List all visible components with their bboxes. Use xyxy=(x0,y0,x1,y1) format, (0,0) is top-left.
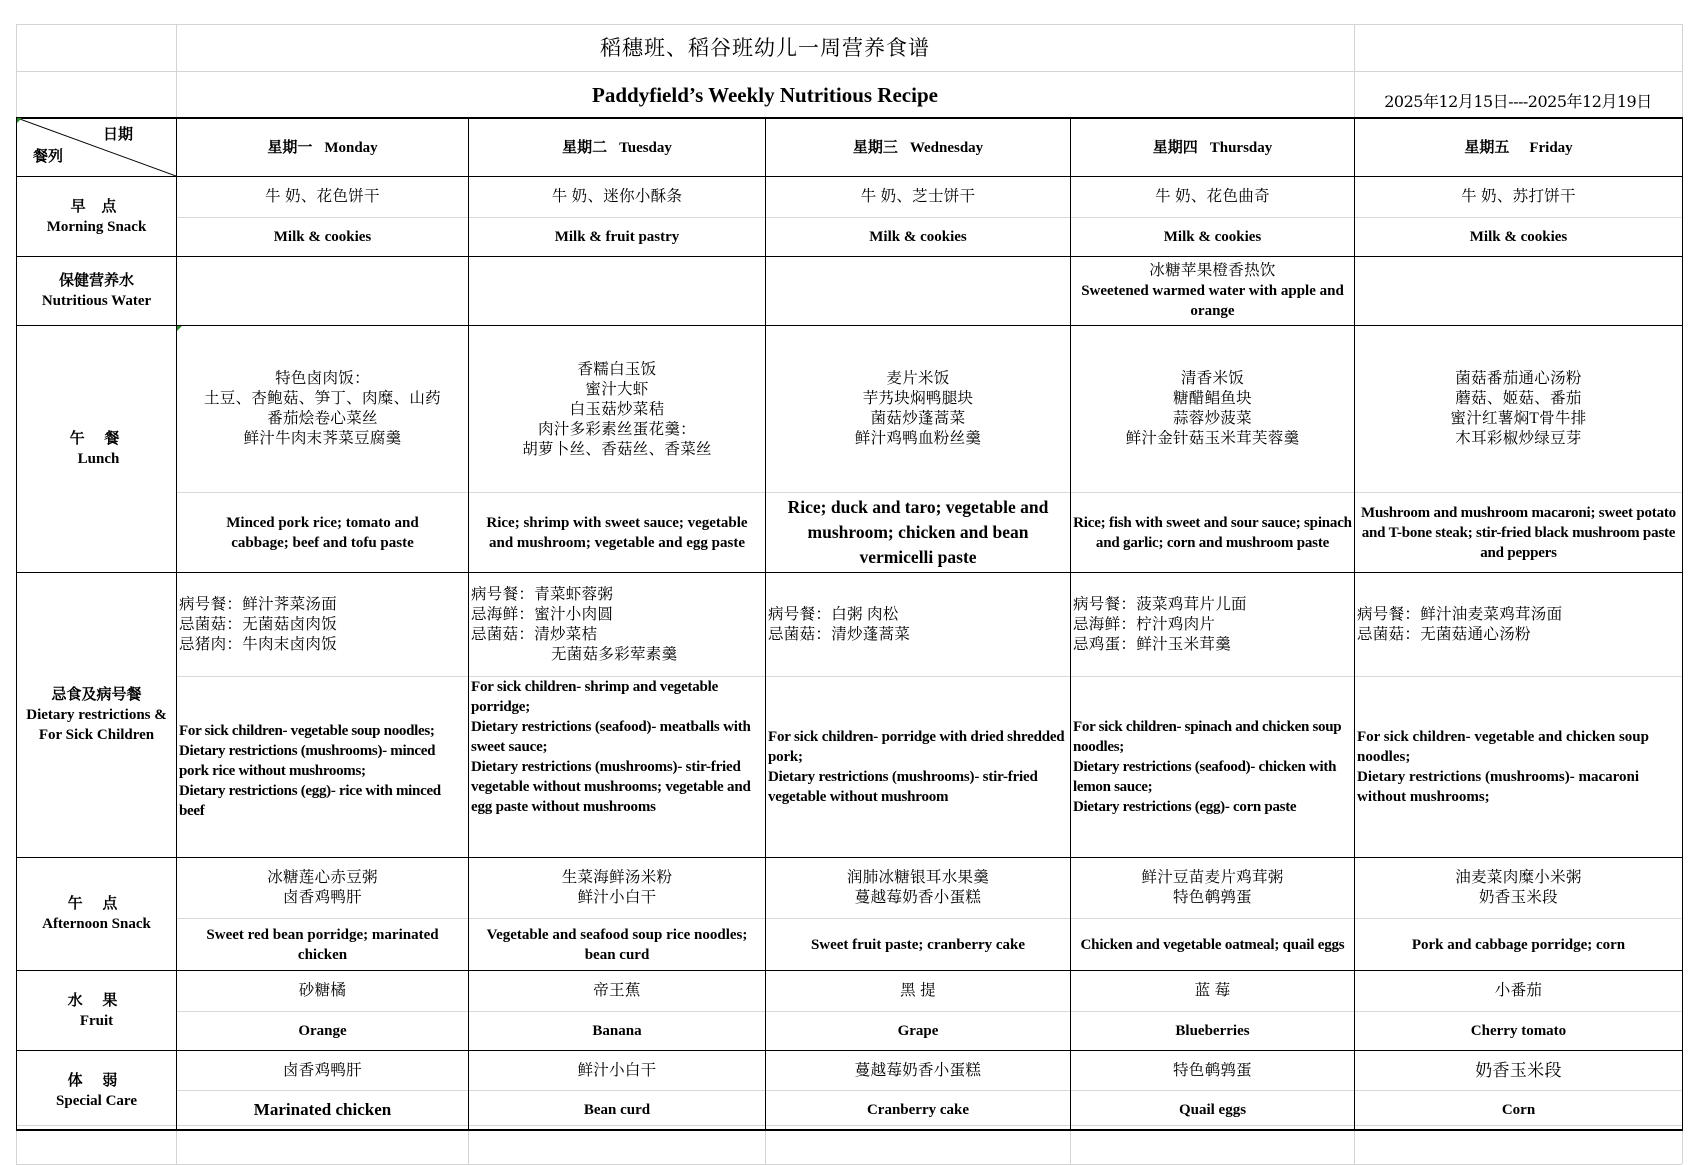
lunch-en-tue: Rice; shrimp with sweet sauce; vegetable and mushroom; vegetable and egg paste xyxy=(486,514,748,551)
day-cn: 星期二 xyxy=(562,139,608,156)
lunch-line: 蜜汁红薯焖T骨牛排 xyxy=(1450,410,1587,427)
day-header-monday xyxy=(177,119,468,176)
table-border xyxy=(16,1129,1683,1131)
lunch-line: 土豆、杏鲍菇、笋丁、肉糜、山药 xyxy=(203,390,441,407)
grid-line xyxy=(765,1130,766,1164)
row-label-cn: 保健营养水 xyxy=(58,273,134,289)
lunch-cn-mon xyxy=(177,326,468,492)
diet-en-wed xyxy=(766,677,1070,857)
table-border xyxy=(16,256,1683,257)
diet-line: 忌菌菇：无菌菇卤肉饭 xyxy=(179,615,338,633)
row-label-special-care xyxy=(17,1051,176,1130)
lunch-line: 菌菇番茄通心汤粉 xyxy=(1455,370,1582,387)
special-cn-wed: 蔓越莓奶香小蛋糕 xyxy=(854,1061,982,1079)
table-border xyxy=(1682,117,1683,1130)
lunch-line: 菌菇炒蓬蒿菜 xyxy=(870,410,966,427)
lunch-line: 鲜汁鸡鸭血粉丝羹 xyxy=(854,430,982,447)
afternoon-line: 润肺冰糖银耳水果羹 xyxy=(846,869,990,886)
day-cn: 星期一 xyxy=(267,139,313,156)
lunch-line: 糖醋鲳鱼块 xyxy=(1172,390,1252,407)
fruit-en-mon: Orange xyxy=(298,1023,347,1039)
grid-line xyxy=(1682,24,1683,117)
lunch-line: 蘑菇、姬菇、番茄 xyxy=(1455,390,1582,407)
afternoon-cn-wed xyxy=(766,858,1070,918)
row-label-cn: 早 点 xyxy=(70,198,123,215)
lunch-en-thu: Rice; fish with sweet and sour sauce; spinach and garlic; corn and mushroom paste xyxy=(1073,514,1352,551)
afternoon-en-wed: Sweet fruit paste; cranberry cake xyxy=(810,936,1026,953)
morning-en-wed: Milk & cookies xyxy=(869,229,967,245)
corner-meal-label: 餐列 xyxy=(32,149,63,165)
grid-line xyxy=(176,1130,177,1164)
row-label-fruit xyxy=(17,971,176,1050)
diet-line: Dietary restrictions (seafood)- meatballs with sweet sauce; xyxy=(471,719,751,755)
day-en: Tuesday xyxy=(619,139,672,156)
morning-cn-wed: 牛 奶、芝士饼干 xyxy=(860,188,976,205)
row-label-cn: 体 弱 xyxy=(67,1072,126,1089)
diet-line: 病号餐：青菜虾蓉粥 xyxy=(471,585,614,603)
day-en: Thursday xyxy=(1209,139,1273,156)
morning-en-tue: Milk & fruit pastry xyxy=(554,229,680,245)
row-label-morning-snack xyxy=(17,177,176,256)
diet-line: Dietary restrictions (mushrooms)- minced pork rice without mushrooms; xyxy=(179,743,436,779)
lunch-line: 麦片米饭 xyxy=(886,370,950,387)
day-cn: 星期三 xyxy=(852,139,898,156)
page-title-en: Paddyfield’s Weekly Nutritious Recipe xyxy=(592,83,938,107)
afternoon-line: 鲜汁小白干 xyxy=(577,889,657,906)
row-label-en: Fruit xyxy=(79,1012,114,1029)
water-en: Sweetened warmed water with apple and orange xyxy=(1081,283,1344,319)
corner-date-label: 日期 xyxy=(102,127,133,143)
diet-cn-thu xyxy=(1071,573,1354,676)
morning-cn-mon: 牛 奶、花色饼干 xyxy=(265,188,380,205)
afternoon-en-fri: Pork and cabbage porridge; corn xyxy=(1411,936,1626,953)
day-cn: 星期四 xyxy=(1152,139,1198,156)
special-cn-mon: 卤香鸡鸭肝 xyxy=(282,1061,362,1079)
diet-line: For sick children- porridge with dried shredded pork; xyxy=(768,729,1065,765)
afternoon-cn-mon xyxy=(177,858,468,918)
afternoon-line: 蔓越莓奶香小蛋糕 xyxy=(854,889,982,906)
day-header-thursday xyxy=(1071,119,1354,176)
row-label-cn: 午 点 xyxy=(67,896,126,912)
row-label-en: Nutritious Water xyxy=(41,293,152,309)
morning-en-fri: Milk & cookies xyxy=(1469,229,1568,245)
grid-line xyxy=(1354,1130,1355,1164)
diet-line: Dietary restrictions (seafood)- chicken with lemon sauce; xyxy=(1073,759,1337,795)
lunch-line: 香糯白玉饭 xyxy=(577,361,657,378)
diet-cn-fri xyxy=(1355,573,1682,676)
row-label-en: Special Care xyxy=(56,1092,137,1109)
diet-cn-tue xyxy=(469,573,765,676)
special-en-tue: Bean curd xyxy=(583,1102,651,1118)
lunch-line: 肉汁多彩素丝蛋花羹： xyxy=(537,421,696,438)
diet-line: 忌菌菇：无菌菇通心汤粉 xyxy=(1357,625,1531,643)
fruit-en-tue: Banana xyxy=(592,1023,642,1039)
morning-cn-tue: 牛 奶、迷你小酥条 xyxy=(551,188,683,205)
row-label-cn: 忌食及病号餐 xyxy=(51,687,142,703)
lunch-line: 番茄烩卷心菜丝 xyxy=(267,410,378,427)
fruit-cn-thu: 蓝 莓 xyxy=(1194,982,1231,999)
afternoon-en-tue: Vegetable and seafood soup rice noodles; bean curd xyxy=(486,926,748,963)
lunch-line: 蜜汁大虾 xyxy=(585,381,649,398)
morning-cn-fri: 牛 奶、苏打饼干 xyxy=(1461,188,1576,205)
row-label-dietary xyxy=(17,573,176,857)
afternoon-en-mon: Sweet red bean porridge; marinated chicken xyxy=(206,926,439,963)
row-label-en: Morning Snack xyxy=(46,218,147,235)
page-title-cn: 稻穗班、稻谷班幼儿一周营养食谱 xyxy=(600,35,930,60)
row-label-cn: 午 餐 xyxy=(69,431,128,447)
morning-en-mon: Milk & cookies xyxy=(273,229,372,245)
grid-line xyxy=(1070,1130,1071,1164)
date-range: 2025年12月15日----2025年12月19日 xyxy=(1384,92,1652,111)
diet-cn-wed xyxy=(766,573,1070,676)
row-label-en: Lunch xyxy=(77,451,120,467)
diet-line: 忌菌菇：清炒蓬蒿菜 xyxy=(768,625,911,643)
row-label-lunch xyxy=(17,326,180,572)
fruit-en-wed: Grape xyxy=(897,1023,939,1039)
day-cn: 星期五 xyxy=(1464,139,1510,156)
afternoon-line: 卤香鸡鸭肝 xyxy=(282,889,362,906)
morning-cn-thu: 牛 奶、花色曲奇 xyxy=(1155,188,1270,205)
diet-en-mon xyxy=(177,677,468,857)
lunch-cn-wed xyxy=(766,326,1070,492)
afternoon-line: 生菜海鲜汤米粉 xyxy=(561,869,673,886)
lunch-line: 特色卤肉饭： xyxy=(275,370,370,387)
diet-line: 忌菌菇：清炒菜桔 xyxy=(471,625,598,643)
lunch-cn-thu xyxy=(1071,326,1354,492)
day-header-friday xyxy=(1355,119,1682,176)
special-en-fri: Corn xyxy=(1501,1102,1536,1118)
row-label-cn: 水 果 xyxy=(67,992,126,1009)
fruit-cn-fri: 小番茄 xyxy=(1494,982,1543,999)
afternoon-line: 冰糖莲心赤豆粥 xyxy=(267,869,378,886)
diet-line: 忌海鲜：蜜汁小肉圆 xyxy=(471,605,614,623)
day-header-wednesday xyxy=(766,119,1070,176)
diet-line: Dietary restrictions (mushrooms)- stir-fried vegetable without mushroom xyxy=(768,769,1038,805)
diet-line: For sick children- shrimp and vegetable porridge; xyxy=(471,679,719,715)
day-en: Monday xyxy=(324,139,378,156)
morning-en-thu: Milk & cookies xyxy=(1163,229,1262,245)
row-label-en: Afternoon Snack xyxy=(42,916,151,932)
diet-line: 病号餐：鲜汁油麦菜鸡茸汤面 xyxy=(1357,605,1563,623)
diet-line: Dietary restrictions (mushrooms)- stir-fried vegetable without mushrooms; vegetable and egg paste without mushrooms xyxy=(471,759,751,815)
lunch-cn-fri xyxy=(1355,326,1682,492)
grid-line xyxy=(1682,1130,1683,1164)
lunch-line: 芋艿块焖鸭腿块 xyxy=(862,390,974,407)
afternoon-en-thu: Chicken and vegetable oatmeal; quail eggs xyxy=(1080,936,1345,953)
lunch-line: 清香米饭 xyxy=(1180,370,1245,387)
fruit-cn-tue: 帝王蕉 xyxy=(593,982,641,999)
lunch-line: 蒜蓉炒菠菜 xyxy=(1172,410,1252,427)
diet-line: 病号餐：菠菜鸡茸片儿面 xyxy=(1073,595,1247,613)
note-marker-icon xyxy=(17,118,22,123)
row-label-afternoon-snack xyxy=(17,858,176,970)
day-en: Friday xyxy=(1529,139,1573,156)
special-en-wed: Cranberry cake xyxy=(866,1102,970,1118)
grid-line xyxy=(468,1130,469,1164)
afternoon-cn-tue xyxy=(469,858,765,918)
afternoon-line: 奶香玉米段 xyxy=(1478,889,1558,906)
diet-line: 病号餐：鲜汁荠菜汤面 xyxy=(179,595,338,613)
diet-en-tue xyxy=(469,677,765,857)
diet-line: 无菌菇多彩荤素羹 xyxy=(551,645,678,663)
lunch-en-mon: Minced pork rice; tomato and cabbage; beef and tofu paste xyxy=(226,514,419,551)
lunch-en-fri: Mushroom and mushroom macaroni; sweet potato and T-bone steak; stir-fried black mushroom paste and peppers xyxy=(1361,504,1676,561)
lunch-line: 鲜汁牛肉末荠菜豆腐羹 xyxy=(243,430,402,447)
afternoon-line: 油麦菜肉糜小米粥 xyxy=(1455,869,1582,886)
diet-en-thu xyxy=(1071,677,1354,857)
diet-line: Dietary restrictions (egg)- corn paste xyxy=(1073,799,1297,815)
day-en: Wednesday xyxy=(909,139,984,156)
row-label-nutritious-water xyxy=(17,257,176,325)
diet-line: For sick children- vegetable and chicken soup noodles; xyxy=(1357,729,1649,765)
water-cn: 冰糖苹果橙香热饮 xyxy=(1149,262,1276,279)
special-cn-fri: 奶香玉米段 xyxy=(1475,1060,1562,1080)
diet-line: 病号餐：白粥 肉松 xyxy=(768,605,899,623)
lunch-line: 白玉菇炒菜秸 xyxy=(569,401,665,418)
diet-line: 忌海鲜：柠汁鸡肉片 xyxy=(1073,615,1216,633)
day-header-tuesday xyxy=(469,119,765,176)
row-label-en: Dietary restrictions & For Sick Children xyxy=(26,707,167,743)
diet-line: Dietary restrictions (egg)- rice with minced beef xyxy=(179,783,441,819)
lunch-line: 木耳彩椒炒绿豆芽 xyxy=(1455,430,1582,447)
diet-line: 忌鸡蛋：鲜汁玉米茸羹 xyxy=(1073,635,1232,653)
grid-line xyxy=(16,1130,17,1164)
fruit-cn-wed: 黑 提 xyxy=(900,982,936,999)
afternoon-cn-fri xyxy=(1355,858,1682,918)
fruit-cn-mon: 砂糖橘 xyxy=(298,982,347,999)
afternoon-cn-thu xyxy=(1071,858,1354,918)
diet-line: For sick children- spinach and chicken soup noodles; xyxy=(1073,719,1342,755)
diet-line: 忌猪肉：牛肉末卤肉饭 xyxy=(179,635,338,653)
lunch-line: 鲜汁金针菇玉米茸芙蓉羹 xyxy=(1125,430,1300,447)
special-en-thu: Quail eggs xyxy=(1178,1102,1247,1118)
special-cn-thu: 特色鹌鹑蛋 xyxy=(1172,1061,1252,1079)
lunch-en-wed: Rice; duck and taro; vegetable and mushroom; chicken and bean vermicelli paste xyxy=(787,497,1049,567)
special-cn-tue: 鲜汁小白干 xyxy=(577,1061,657,1079)
grid-line xyxy=(16,24,17,117)
special-en-mon: Marinated chicken xyxy=(253,1100,392,1119)
fruit-en-fri: Cherry tomato xyxy=(1470,1023,1567,1039)
diet-line: Dietary restrictions (mushrooms)- macaroni without mushrooms; xyxy=(1357,769,1640,805)
afternoon-line: 特色鹌鹑蛋 xyxy=(1172,889,1252,906)
diet-line: For sick children- vegetable soup noodles; xyxy=(179,723,435,739)
water-cell-thu xyxy=(1071,257,1354,325)
afternoon-line: 鲜汁豆苗麦片鸡茸粥 xyxy=(1141,869,1284,886)
diet-cn-mon xyxy=(177,573,468,676)
lunch-line: 胡萝卜丝、香菇丝、香菜丝 xyxy=(522,441,712,458)
lunch-cn-tue xyxy=(469,326,765,492)
fruit-en-thu: Blueberries xyxy=(1175,1023,1250,1039)
diet-en-fri xyxy=(1355,677,1682,857)
